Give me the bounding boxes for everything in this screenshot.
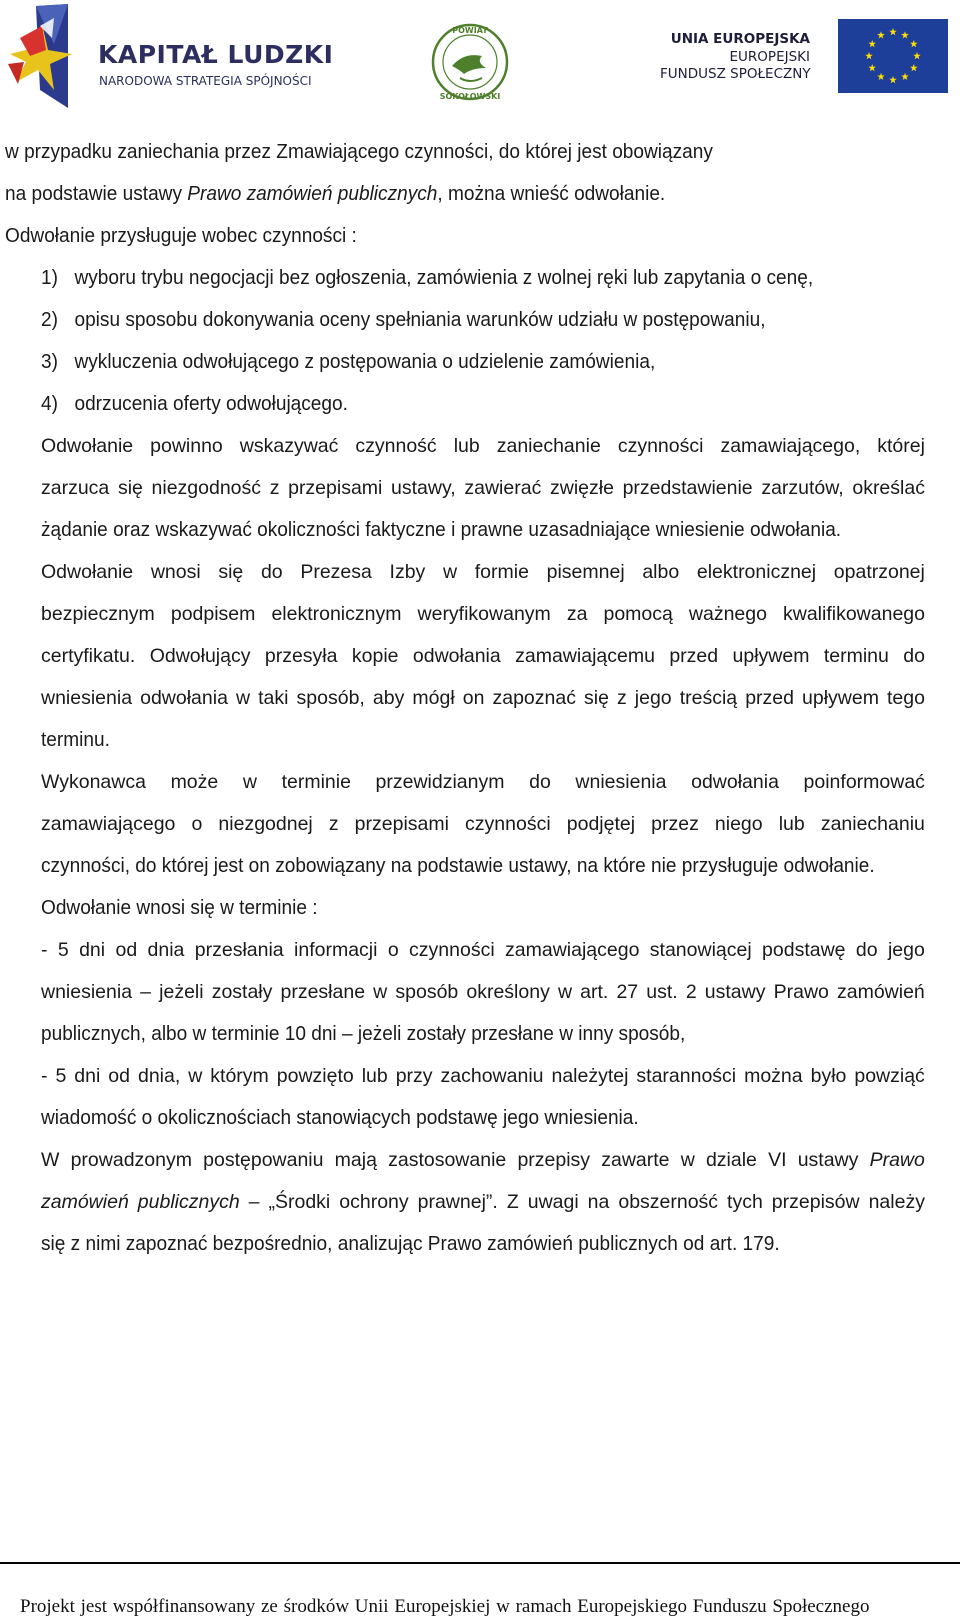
justified-line: zamówień publicznych – „Środki ochrony prawnej”. Z uwagi na obszerność tych przepisów należy — [41, 1191, 925, 1213]
powiat-top-label: POWIAT — [452, 26, 488, 35]
body-line: żądanie oraz wskazywać okoliczności faktyczne i prawne uzasadniające wniesienie odwołania. — [41, 518, 842, 541]
kapital-ludzki-title: KAPITAŁ LUDZKI — [98, 40, 334, 69]
body-line: Odwołanie wnosi się w terminie : — [41, 896, 318, 919]
body-line: na podstawie ustawy Prawo zamówień publicznych, można wnieść odwołanie. — [5, 182, 666, 205]
kapital-ludzki-subtitle: NARODOWA STRATEGIA SPÓJNOŚCI — [99, 74, 312, 88]
page-header — [0, 0, 960, 120]
powiat-bottom-label: SOKOŁOWSKI — [439, 92, 501, 101]
justified-line: zamawiającego o niezgodnej z przepisami czynności podjętej przez niego lub zaniechaniu — [41, 813, 925, 835]
footer-divider — [0, 1562, 960, 1564]
body-line: Odwołanie przysługuje wobec czynności : — [5, 224, 357, 247]
justified-line: wniesienia – jeżeli zostały przesłane w sposób określony w art. 27 ust. 2 ustawy Prawo zamówień — [41, 981, 925, 1003]
eu-logo-text — [660, 30, 810, 83]
kapital-ludzki-logo — [6, 4, 346, 112]
eu-line-1: UNIA EUROPEJSKA — [670, 31, 810, 47]
justified-line: bezpiecznym podpisem elektronicznym weryfikowanym za pomocą ważnego kwalifikowanego — [41, 603, 925, 625]
justified-line: Odwołanie wnosi się do Prezesa Izby w formie pisemnej albo elektronicznej opatrzonej — [41, 561, 925, 583]
body-line: się z nimi zapoznać bezpośrednio, analizując Prawo zamówień publicznych od art. 179. — [41, 1232, 780, 1255]
list-item: 4) odrzucenia oferty odwołującego. — [41, 392, 348, 415]
body-line: wiadomość o okolicznościach stanowiących podstawę jego wniesienia. — [41, 1106, 639, 1129]
list-item: 1) wyboru trybu negocjacji bez ogłoszenia, zamówienia z wolnej ręki lub zapytania o cenę, — [41, 266, 814, 289]
footer-text: Projekt jest współfinansowany ze środków Unii Europejskiej w ramach Europejskiego Funduszu Społecznego — [20, 1596, 870, 1617]
eu-flag-icon — [838, 19, 948, 93]
justified-line: - 5 dni od dnia, w którym powzięto lub przy zachowaniu należytej staranności można było powziąć — [41, 1065, 925, 1087]
justified-line: W prowadzonym postępowaniu mają zastosowanie przepisy zawarte w dziale VI ustawy Prawo — [41, 1149, 925, 1171]
justified-line: Wykonawca może w terminie przewidzianym do wniesienia odwołania poinformować — [41, 771, 925, 793]
list-item: 2) opisu sposobu dokonywania oceny spełniania warunków udziału w postępowaniu, — [41, 308, 766, 331]
justified-line: - 5 dni od dnia przesłania informacji o czynności zamawiającego stanowiącej podstawę do jego — [41, 939, 925, 961]
justified-line: wniesienia odwołania w taki sposób, aby mógł on zapoznać się z jego treścią przed upływem tego — [41, 687, 925, 709]
justified-line: Odwołanie powinno wskazywać czynność lub zaniechanie czynności zamawiającego, której — [41, 435, 925, 457]
list-item: 3) wykluczenia odwołującego z postępowania o udzielenie zamówienia, — [41, 350, 656, 373]
justified-line: certyfikatu. Odwołujący przesyła kopie odwołania zamawiającemu przed upływem terminu do — [41, 645, 925, 667]
body-line: czynności, do której jest on zobowiązany na podstawie ustawy, na które nie przysługuje odwołanie. — [41, 854, 875, 877]
body-line: w przypadku zaniechania przez Zmawiającego czynności, do której jest obowiązany — [5, 140, 713, 163]
body-line: terminu. — [41, 728, 110, 751]
eu-line-3: FUNDUSZ SPOŁECZNY — [660, 66, 811, 82]
bird-icon — [452, 55, 486, 74]
body-line: publicznych, albo w terminie 10 dni – jeżeli zostały przesłane w inny sposób, — [41, 1022, 686, 1045]
kapital-ludzki-emblem-icon — [6, 4, 81, 112]
powiat-sokolowski-logo — [430, 22, 510, 102]
eu-line-2: EUROPEJSKI — [729, 49, 810, 65]
justified-line: zarzuca się niezgodność z przepisami ustawy, zawierać zwięzłe przedstawienie zarzutów, określać — [41, 477, 925, 499]
